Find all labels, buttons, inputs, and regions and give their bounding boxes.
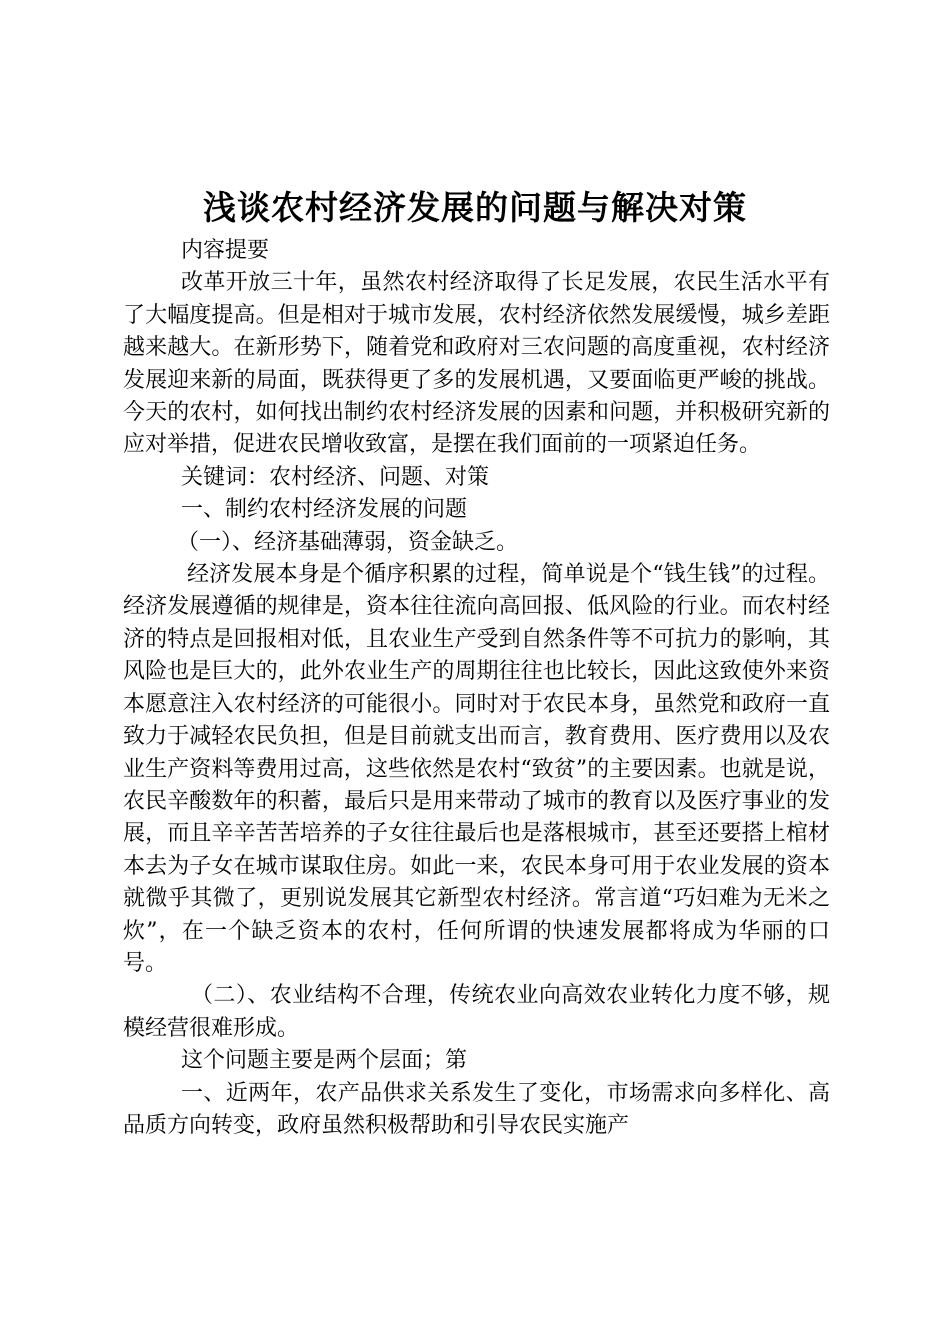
abstract-paragraph: 改革开放三十年，虽然农村经济取得了长足发展，农民生活水平有了大幅度提高。但是相对于城市发展，农村经济依然发展缓慢，城乡差距越来越大。在新形势下，随着党和政府对三农问题的高度重视，农村经济发展迎来新的局面，既获得更了多的发展机遇，又要面临更严峻的挑战。今天的农村，如何找出制约农村经济发展的因素和问题，并积极研究新的应对举措，促进农民增收致富，是摆在我们面前的一项紧迫任务。 (123, 270, 830, 458)
section-heading: 一、制约农村经济发展的问题 (181, 497, 468, 523)
body-paragraph: 一、近两年，农产品供求关系发生了变化，市场需求向多样化、高品质方向转变，政府虽然积极帮助和引导农民实施产 (123, 1080, 830, 1138)
body-paragraph: 这个问题主要是两个层面；第 (181, 1048, 468, 1074)
document-title: 浅谈农村经济发展的问题与解决对策 (203, 188, 747, 227)
abstract-heading: 内容提要 (181, 238, 270, 263)
body-paragraph: 经济发展本身是个循序积累的过程，简单说是个“钱生钱”的过程。经济发展遵循的规律是，资本往往流向高回报、低风险的行业。而农村经济的特点是回报相对低，且农业生产受到自然条件等不可抗力的影响，其风险也是巨大的，此外农业生产的周期往往也比较长，因此这致使外来资本愿意注入农村经济的可能很小。同时对于农民本身，虽然党和政府一直致力于减轻农民负担，但是目前就支出而言，教育费用、医疗费用以及农业生产资料等费用过高，这些依然是农村“致贫”的主要因素。也就是说，农民辛酸数年的积蓄，最后只是用来带动了城市的教育以及医疗事业的发展，而且辛辛苦苦培养的子女往往最后也是落根城市，甚至还要搭上棺材本去为子女在城市谋取住房。如此一来，农民本身可用于农业发展的资本就微乎其微了，更别说发展其它新型农村经济。常言道“巧妇难为无米之炊”，在一个缺乏资本的农村，任何所谓的快速发展都将成为华丽的口号。 (123, 562, 830, 976)
subsection-heading: （二）、农业结构不合理，传统农业向高效农业转化力度不够，规模经营很难形成。 (123, 983, 830, 1041)
keywords-line: 关键词：农村经济、问题、对策 (181, 464, 490, 490)
subsection-heading: （一）、经济基础薄弱，资金缺乏。 (177, 529, 519, 555)
document-body (123, 235, 830, 1142)
